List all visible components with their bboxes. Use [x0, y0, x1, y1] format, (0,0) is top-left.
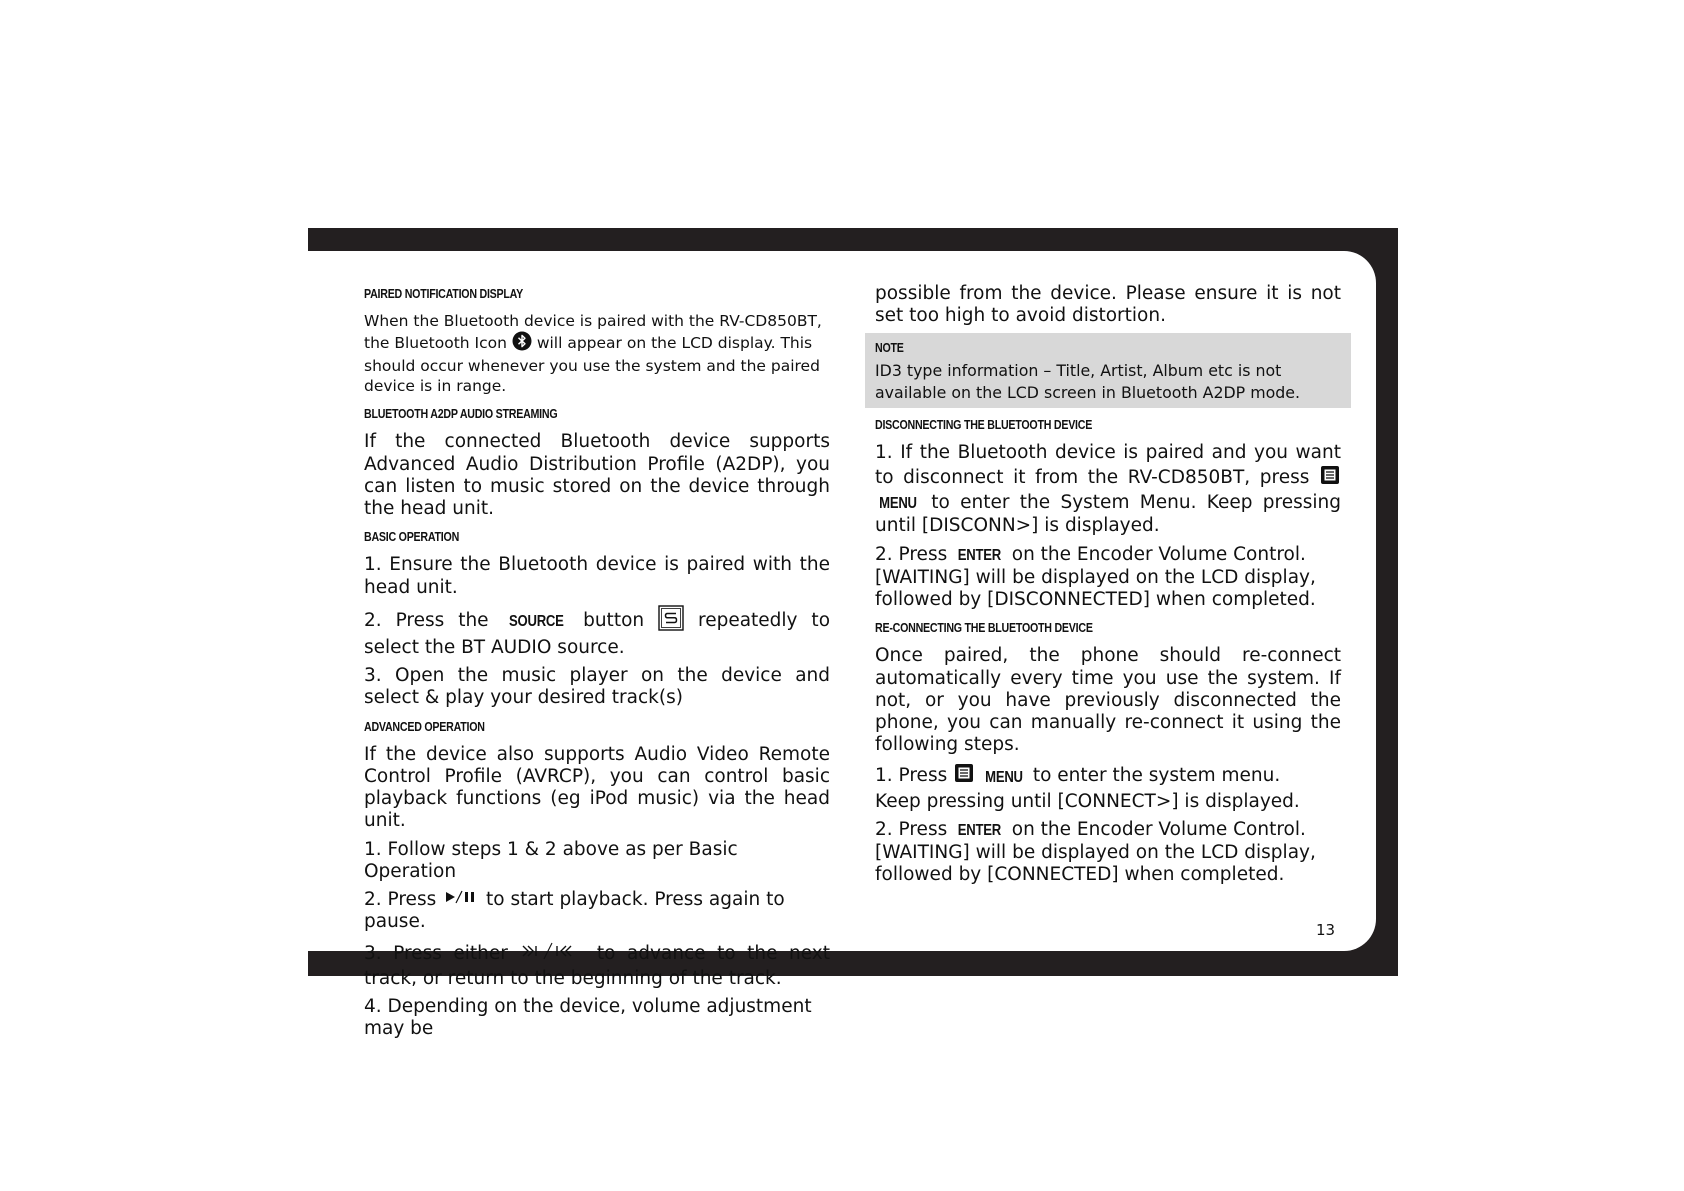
menu-keyword: MENU	[879, 495, 917, 513]
paired-notification-text: When the Bluetooth device is paired with the RV-CD850BT, the Bluetooth Icon will appear on the LCD display. This should occur whenever you use the system and the paired device is in range.	[364, 312, 822, 396]
advanced-step-1: 1. Follow steps 1 & 2 above as per Basic Operation	[364, 838, 738, 882]
basic-step-1: 1. Ensure the Bluetooth device is paired with the head unit.	[364, 554, 830, 598]
enter-keyword: ENTER	[957, 821, 1002, 839]
a2dp-streaming-heading: BLUETOOTH A2DP AUDIO STREAMING	[364, 406, 558, 422]
basic-step-3: 3. Open the music player on the device and select & play your desired track(s)	[364, 665, 830, 709]
advanced-step-4: 4. Depending on the device, volume adjustment may be	[364, 995, 812, 1040]
page-number: 13	[1316, 921, 1336, 939]
advanced-step-2: 2. Press to start playback. Press again to pause.	[364, 889, 785, 933]
enter-keyword: ENTER	[957, 546, 1002, 564]
a2dp-streaming-text: If the connected Bluetooth device supports Advanced Audio Distribution Profile (A2DP), you can listen to music stored on the device through the head unit.	[364, 431, 830, 520]
advanced-operation-text: If the device also supports Audio Video Remote Control Profile (AVRCP), you can control basic playback functions (eg iPod music) via the head unit.	[364, 743, 830, 832]
reconnect-step-1: 1. Press MENU to enter the system menu. Keep pressing until [CONNECT>] is displayed.	[875, 762, 1341, 812]
menu-icon	[1319, 464, 1341, 492]
basic-operation-heading: BASIC OPERATION	[364, 529, 460, 545]
disconnect-step-1: 1. If the Bluetooth device is paired and you want to disconnect it from the RV-CD850BT, press MENU to enter the System Menu. Keep pressing until [DISCONN>] is displayed.	[875, 441, 1342, 537]
reconnecting-heading: RE-CONNECTING THE BLUETOOTH DEVICE	[875, 620, 1093, 636]
reconnecting-text: Once paired, the phone should re-connect automatically every time you use the system. If not, or you have previously disconnected the phone, you can manually re-connect it using the following steps.	[875, 645, 1341, 756]
note-box	[865, 333, 1351, 407]
advanced-step-3: 3. Press either to advance to the next track, or return to the beginning of the track.	[364, 940, 830, 990]
menu-icon	[953, 762, 975, 790]
reconnect-step-2: 2. Press ENTER on the Encoder Volume Control. [WAITING] will be displayed on the LCD display, followed by [CONNECTED] when completed.	[875, 818, 1316, 886]
bluetooth-icon	[512, 331, 532, 356]
source-keyword: SOURCE	[508, 612, 564, 630]
left-column	[364, 283, 830, 1046]
note-heading: NOTE	[875, 340, 904, 356]
source-button-icon	[658, 605, 684, 637]
volume-continuation-text: possible from the device. Please ensure it is not set too high to avoid distortion.	[875, 283, 1341, 327]
right-column	[875, 283, 1341, 892]
menu-keyword: MENU	[985, 768, 1023, 786]
play-pause-icon	[442, 889, 480, 911]
advanced-operation-heading: ADVANCED OPERATION	[364, 718, 485, 734]
skip-track-icon	[519, 940, 585, 968]
note-text: ID3 type information – Title, Artist, Album etc is not available on the LCD screen in Bluetooth A2DP mode.	[875, 360, 1301, 402]
basic-step-2: 2. Press the SOURCE button repeatedly to select the BT AUDIO source.	[364, 605, 830, 659]
disconnecting-heading: DISCONNECTING THE BLUETOOTH DEVICE	[875, 416, 1093, 432]
paired-notification-heading: PAIRED NOTIFICATION DISPLAY	[364, 286, 524, 301]
disconnect-step-2: 2. Press ENTER on the Encoder Volume Control. [WAITING] will be displayed on the LCD display, followed by [DISCONNECTED] when completed.	[875, 543, 1316, 611]
